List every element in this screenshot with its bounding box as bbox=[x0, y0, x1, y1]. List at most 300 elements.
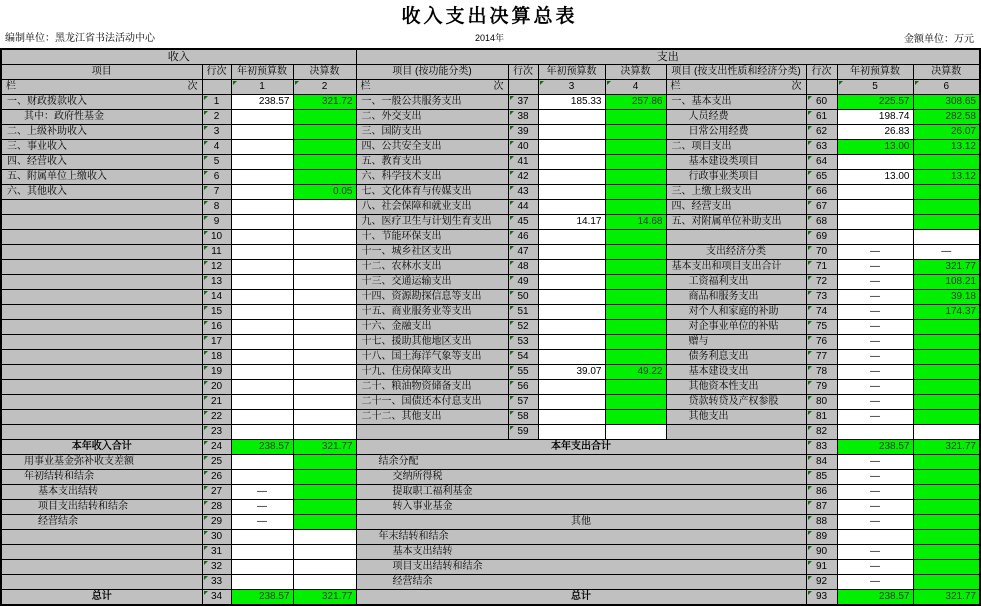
table-row bbox=[1, 455, 980, 470]
expense-econ-item-cell: 日常公用经费 bbox=[666, 125, 806, 140]
expense-bottom-final-cell[interactable] bbox=[913, 545, 980, 560]
expense-econ-budget-cell[interactable] bbox=[837, 200, 913, 215]
expense-bottom-item-cell: 转入事业基金 bbox=[356, 500, 806, 515]
expense-econ-budget-cell[interactable]: — bbox=[837, 260, 913, 275]
table-row bbox=[1, 425, 980, 440]
expense-bottom-final-cell[interactable] bbox=[913, 560, 980, 575]
budget-header: 年初预算数 bbox=[837, 65, 913, 80]
income-final-cell[interactable] bbox=[293, 170, 356, 185]
income-item-cell bbox=[1, 530, 202, 545]
row-no-cell: 86 bbox=[806, 485, 837, 500]
row-no-cell: 80 bbox=[806, 395, 837, 410]
income-final-cell[interactable] bbox=[293, 155, 356, 170]
income-item-cell bbox=[1, 365, 202, 380]
expense-econ-budget-cell[interactable]: — bbox=[837, 245, 913, 260]
income-final-cell[interactable] bbox=[293, 365, 356, 380]
income-final-cell[interactable] bbox=[293, 395, 356, 410]
expense-func-budget-cell[interactable] bbox=[538, 275, 605, 290]
expense-func-item-cell: 二、外交支出 bbox=[356, 110, 508, 125]
income-budget-cell[interactable] bbox=[231, 470, 293, 485]
income-final-cell[interactable] bbox=[293, 200, 356, 215]
income-budget-cell[interactable] bbox=[231, 320, 293, 335]
income-item-cell bbox=[1, 575, 202, 590]
expense-func-item-cell: 七、文化体育与传媒支出 bbox=[356, 185, 508, 200]
section-header-row bbox=[1, 49, 980, 65]
income-budget-cell[interactable] bbox=[231, 290, 293, 305]
expense-bottom-final-cell[interactable] bbox=[913, 575, 980, 590]
income-final-cell[interactable] bbox=[293, 275, 356, 290]
income-final-cell[interactable] bbox=[293, 515, 356, 530]
income-item-cell: 本年收入合计 bbox=[1, 440, 202, 455]
expense-econ-final-cell[interactable] bbox=[913, 155, 980, 170]
expense-econ-final-cell[interactable]: 39.18 bbox=[913, 290, 980, 305]
expense-econ-budget-cell[interactable] bbox=[837, 185, 913, 200]
row-no-cell: 54 bbox=[508, 350, 538, 365]
expense-econ-final-cell[interactable] bbox=[913, 320, 980, 335]
income-budget-cell[interactable] bbox=[231, 545, 293, 560]
income-budget-cell[interactable] bbox=[231, 530, 293, 545]
income-budget-cell[interactable] bbox=[231, 425, 293, 440]
income-budget-cell[interactable]: — bbox=[231, 515, 293, 530]
expense-func-item-cell: 十五、商业服务业等支出 bbox=[356, 305, 508, 320]
expense-bottom-budget-cell[interactable]: — bbox=[837, 455, 913, 470]
expense-econ-final-cell[interactable]: 282.58 bbox=[913, 110, 980, 125]
expense-bottom-budget-cell[interactable]: 238.57 bbox=[837, 590, 913, 606]
expense-econ-budget-cell[interactable]: 13.00 bbox=[837, 170, 913, 185]
expense-func-budget-cell[interactable] bbox=[538, 155, 605, 170]
income-final-cell[interactable] bbox=[293, 545, 356, 560]
income-final-cell[interactable] bbox=[293, 500, 356, 515]
ci-label: 次 bbox=[187, 81, 198, 92]
income-item-cell: 三、事业收入 bbox=[1, 140, 202, 155]
expense-func-final-cell[interactable]: 14.68 bbox=[605, 215, 666, 230]
expense-func-budget-cell[interactable]: 185.33 bbox=[538, 95, 605, 110]
expense-econ-budget-cell[interactable]: — bbox=[837, 275, 913, 290]
expense-econ-item-cell: 人员经费 bbox=[666, 110, 806, 125]
expense-econ-item-cell: 支出经济分类 bbox=[666, 245, 806, 260]
expense-bottom-final-cell[interactable]: 321.77 bbox=[913, 440, 980, 455]
income-section-header: 收入 bbox=[1, 49, 356, 65]
expense-econ-final-cell[interactable] bbox=[913, 365, 980, 380]
expense-econ-item-cell: 基本建设支出 bbox=[666, 365, 806, 380]
expense-econ-budget-cell[interactable]: — bbox=[837, 290, 913, 305]
expense-func-item-cell: 十七、援助其他地区支出 bbox=[356, 335, 508, 350]
row-no-cell: 76 bbox=[806, 335, 837, 350]
expense-func-final-cell[interactable] bbox=[605, 245, 666, 260]
expense-bottom-final-cell[interactable] bbox=[913, 485, 980, 500]
expense-func-final-cell[interactable] bbox=[605, 275, 666, 290]
income-budget-cell[interactable] bbox=[231, 395, 293, 410]
income-final-cell[interactable] bbox=[293, 305, 356, 320]
expense-func-final-cell[interactable] bbox=[605, 260, 666, 275]
expense-func-item-cell: 八、社会保障和就业支出 bbox=[356, 200, 508, 215]
expense-econ-budget-cell[interactable]: — bbox=[837, 395, 913, 410]
row-no-cell: 39 bbox=[508, 125, 538, 140]
income-budget-cell[interactable] bbox=[231, 230, 293, 245]
final-header: 决算数 bbox=[293, 65, 356, 80]
row-no-cell: 18 bbox=[202, 350, 231, 365]
expense-econ-item-header: 项目 (按支出性质和经济分类) bbox=[666, 65, 806, 80]
expense-econ-budget-cell[interactable]: 198.74 bbox=[837, 110, 913, 125]
expense-econ-item-cell: 三、上缴上级支出 bbox=[666, 185, 806, 200]
expense-bottom-budget-cell[interactable]: — bbox=[837, 485, 913, 500]
expense-econ-final-cell[interactable]: 26.07 bbox=[913, 125, 980, 140]
row-no-cell: 46 bbox=[508, 230, 538, 245]
income-final-cell[interactable] bbox=[293, 455, 356, 470]
expense-func-final-cell[interactable] bbox=[605, 125, 666, 140]
col-number-cell: 1 bbox=[231, 80, 293, 95]
income-item-cell bbox=[1, 275, 202, 290]
expense-econ-budget-cell[interactable]: 225.57 bbox=[837, 95, 913, 110]
income-budget-cell[interactable] bbox=[231, 410, 293, 425]
expense-econ-final-cell[interactable] bbox=[913, 380, 980, 395]
blank-cell bbox=[806, 80, 837, 95]
expense-func-item-cell: 六、科学技术支出 bbox=[356, 170, 508, 185]
expense-econ-budget-cell[interactable] bbox=[837, 230, 913, 245]
income-budget-cell[interactable]: 238.57 bbox=[231, 95, 293, 110]
income-item-cell: 项目支出结转和结余 bbox=[1, 500, 202, 515]
expense-func-final-cell[interactable] bbox=[605, 185, 666, 200]
income-item-cell bbox=[1, 305, 202, 320]
income-item-cell: 基本支出结转 bbox=[1, 485, 202, 500]
income-budget-cell[interactable] bbox=[231, 335, 293, 350]
table-row bbox=[1, 275, 980, 290]
expense-func-budget-cell[interactable]: 39.07 bbox=[538, 365, 605, 380]
expense-bottom-final-cell[interactable] bbox=[913, 455, 980, 470]
expense-bottom-budget-cell[interactable]: — bbox=[837, 470, 913, 485]
expense-bottom-item-cell: 结余分配 bbox=[356, 455, 806, 470]
expense-func-item-cell: 三、国防支出 bbox=[356, 125, 508, 140]
expense-bottom-budget-cell[interactable]: — bbox=[837, 575, 913, 590]
expense-func-final-cell[interactable]: 257.86 bbox=[605, 95, 666, 110]
expense-func-budget-cell[interactable] bbox=[538, 230, 605, 245]
income-budget-cell[interactable] bbox=[231, 140, 293, 155]
expense-econ-final-cell[interactable]: 308.65 bbox=[913, 95, 980, 110]
expense-func-final-cell[interactable] bbox=[605, 200, 666, 215]
income-final-cell[interactable] bbox=[293, 410, 356, 425]
expense-func-final-cell[interactable] bbox=[605, 425, 666, 440]
income-final-cell[interactable] bbox=[293, 560, 356, 575]
income-final-cell[interactable] bbox=[293, 230, 356, 245]
income-item-cell: 四、经营收入 bbox=[1, 155, 202, 170]
row-no-cell: 5 bbox=[202, 155, 231, 170]
income-budget-cell[interactable] bbox=[231, 260, 293, 275]
expense-func-item-cell: 一、一般公共服务支出 bbox=[356, 95, 508, 110]
income-item-cell: 一、财政拨款收入 bbox=[1, 95, 202, 110]
expense-func-budget-cell[interactable] bbox=[538, 200, 605, 215]
expense-bottom-final-cell[interactable]: 321.77 bbox=[913, 590, 980, 606]
lan-label: 栏 bbox=[6, 81, 16, 92]
income-final-cell[interactable] bbox=[293, 140, 356, 155]
income-budget-cell[interactable]: — bbox=[231, 485, 293, 500]
expense-econ-budget-cell[interactable] bbox=[837, 215, 913, 230]
expense-func-final-cell[interactable] bbox=[605, 290, 666, 305]
income-final-cell[interactable] bbox=[293, 260, 356, 275]
lanci-cell bbox=[356, 80, 508, 95]
expense-econ-budget-cell[interactable] bbox=[837, 425, 913, 440]
expense-econ-item-cell: 债务利息支出 bbox=[666, 350, 806, 365]
expense-func-budget-cell[interactable] bbox=[538, 320, 605, 335]
income-final-cell[interactable] bbox=[293, 110, 356, 125]
row-no-cell: 91 bbox=[806, 560, 837, 575]
expense-econ-item-cell: 五、对附属单位补助支出 bbox=[666, 215, 806, 230]
expense-bottom-item-cell: 本年支出合计 bbox=[356, 440, 806, 455]
expense-bottom-budget-cell[interactable]: — bbox=[837, 500, 913, 515]
expense-func-budget-cell[interactable] bbox=[538, 110, 605, 125]
expense-func-budget-cell[interactable] bbox=[538, 290, 605, 305]
income-final-cell[interactable] bbox=[293, 215, 356, 230]
lan-label: 栏 bbox=[670, 81, 681, 92]
expense-econ-budget-cell[interactable]: — bbox=[837, 410, 913, 425]
row-no-cell: 38 bbox=[508, 110, 538, 125]
col-number-cell: 6 bbox=[913, 80, 980, 95]
income-final-cell[interactable] bbox=[293, 320, 356, 335]
expense-func-final-cell[interactable] bbox=[605, 230, 666, 245]
row-no-cell: 57 bbox=[508, 395, 538, 410]
expense-bottom-item-cell: 年末结转和结余 bbox=[356, 530, 806, 545]
income-budget-cell[interactable] bbox=[231, 350, 293, 365]
income-budget-cell[interactable] bbox=[231, 365, 293, 380]
row-no-cell: 68 bbox=[806, 215, 837, 230]
income-budget-cell[interactable] bbox=[231, 125, 293, 140]
income-budget-cell[interactable]: 238.57 bbox=[231, 590, 293, 606]
row-no-cell: 14 bbox=[202, 290, 231, 305]
expense-func-final-cell[interactable] bbox=[605, 305, 666, 320]
expense-func-budget-cell[interactable] bbox=[538, 305, 605, 320]
row-no-cell: 19 bbox=[202, 365, 231, 380]
amount-unit-label: 金额单位：万元 bbox=[904, 34, 974, 45]
table-row bbox=[1, 245, 980, 260]
income-final-cell[interactable] bbox=[293, 350, 356, 365]
row-no-cell: 52 bbox=[508, 320, 538, 335]
income-final-cell[interactable]: 321.72 bbox=[293, 95, 356, 110]
row-no-cell: 93 bbox=[806, 590, 837, 606]
expense-func-item-cell: 九、医疗卫生与计划生育支出 bbox=[356, 215, 508, 230]
expense-func-final-cell[interactable]: 49.22 bbox=[605, 365, 666, 380]
income-item-cell bbox=[1, 350, 202, 365]
expense-bottom-budget-cell[interactable]: 238.57 bbox=[837, 440, 913, 455]
income-final-cell[interactable] bbox=[293, 290, 356, 305]
expense-econ-final-cell[interactable] bbox=[913, 215, 980, 230]
page-title: 收入支出决算总表 bbox=[401, 6, 578, 27]
income-final-cell[interactable] bbox=[293, 380, 356, 395]
table-row bbox=[1, 365, 980, 380]
expense-func-final-cell[interactable] bbox=[605, 395, 666, 410]
income-budget-cell[interactable] bbox=[231, 170, 293, 185]
expense-econ-budget-cell[interactable]: 26.83 bbox=[837, 125, 913, 140]
income-budget-cell[interactable] bbox=[231, 575, 293, 590]
expense-econ-budget-cell[interactable]: — bbox=[837, 350, 913, 365]
row-no-cell: 49 bbox=[508, 275, 538, 290]
row-no-cell: 60 bbox=[806, 95, 837, 110]
income-budget-cell[interactable] bbox=[231, 245, 293, 260]
expense-econ-final-cell[interactable]: 13.12 bbox=[913, 140, 980, 155]
expense-econ-final-cell[interactable] bbox=[913, 200, 980, 215]
income-final-cell[interactable] bbox=[293, 530, 356, 545]
expense-func-budget-cell[interactable] bbox=[538, 170, 605, 185]
income-item-cell: 用事业基金弥补收支差额 bbox=[1, 455, 202, 470]
income-budget-cell[interactable]: — bbox=[231, 500, 293, 515]
row-no-cell: 74 bbox=[806, 305, 837, 320]
row-no-cell: 34 bbox=[202, 590, 231, 606]
income-budget-cell[interactable] bbox=[231, 110, 293, 125]
expense-bottom-final-cell[interactable] bbox=[913, 530, 980, 545]
expense-econ-budget-cell[interactable] bbox=[837, 155, 913, 170]
expense-func-budget-cell[interactable] bbox=[538, 380, 605, 395]
income-item-cell bbox=[1, 230, 202, 245]
expense-econ-final-cell[interactable] bbox=[913, 425, 980, 440]
final-header: 决算数 bbox=[605, 65, 666, 80]
expense-func-budget-cell[interactable] bbox=[538, 125, 605, 140]
row-no-cell: 66 bbox=[806, 185, 837, 200]
expense-func-final-cell[interactable] bbox=[605, 140, 666, 155]
budget-header: 年初预算数 bbox=[231, 65, 293, 80]
expense-func-item-cell: 二十一、国债还本付息支出 bbox=[356, 395, 508, 410]
income-item-cell: 经营结余 bbox=[1, 515, 202, 530]
expense-bottom-budget-cell[interactable]: — bbox=[837, 515, 913, 530]
expense-econ-final-cell[interactable] bbox=[913, 350, 980, 365]
income-final-cell[interactable]: 321.77 bbox=[293, 590, 356, 606]
expense-econ-budget-cell[interactable]: — bbox=[837, 305, 913, 320]
expense-bottom-budget-cell[interactable] bbox=[837, 530, 913, 545]
row-no-cell: 69 bbox=[806, 230, 837, 245]
expense-econ-budget-cell[interactable]: 13.00 bbox=[837, 140, 913, 155]
income-final-cell[interactable]: 321.77 bbox=[293, 440, 356, 455]
income-final-cell[interactable] bbox=[293, 485, 356, 500]
income-item-cell: 其中：政府性基金 bbox=[1, 110, 202, 125]
expense-bottom-final-cell[interactable] bbox=[913, 500, 980, 515]
expense-func-final-cell[interactable] bbox=[605, 350, 666, 365]
expense-econ-budget-cell[interactable]: — bbox=[837, 320, 913, 335]
expense-bottom-item-cell: 项目支出结转和结余 bbox=[356, 560, 806, 575]
income-budget-cell[interactable] bbox=[231, 185, 293, 200]
expense-bottom-budget-cell[interactable]: — bbox=[837, 560, 913, 575]
expense-func-budget-cell[interactable]: 14.17 bbox=[538, 215, 605, 230]
income-final-cell[interactable] bbox=[293, 470, 356, 485]
expense-econ-final-cell[interactable]: 13.12 bbox=[913, 170, 980, 185]
table-row bbox=[1, 140, 980, 155]
expense-func-final-cell[interactable] bbox=[605, 155, 666, 170]
income-budget-cell[interactable] bbox=[231, 275, 293, 290]
budget-header: 年初预算数 bbox=[538, 65, 605, 80]
income-final-cell[interactable] bbox=[293, 425, 356, 440]
expense-econ-item-cell: 四、经营支出 bbox=[666, 200, 806, 215]
row-no-cell: 21 bbox=[202, 395, 231, 410]
expense-bottom-final-cell[interactable] bbox=[913, 515, 980, 530]
expense-econ-final-cell[interactable] bbox=[913, 410, 980, 425]
expense-econ-budget-cell[interactable]: — bbox=[837, 380, 913, 395]
expense-bottom-item-cell: 经营结余 bbox=[356, 575, 806, 590]
income-final-cell[interactable] bbox=[293, 575, 356, 590]
table-row bbox=[1, 185, 980, 200]
income-budget-cell[interactable] bbox=[231, 560, 293, 575]
expense-func-final-cell[interactable] bbox=[605, 110, 666, 125]
expense-func-budget-cell[interactable] bbox=[538, 395, 605, 410]
income-budget-cell[interactable]: 238.57 bbox=[231, 440, 293, 455]
table-row bbox=[1, 155, 980, 170]
expense-func-budget-cell[interactable] bbox=[538, 260, 605, 275]
expense-bottom-item-cell: 总计 bbox=[356, 590, 806, 606]
table-row bbox=[1, 440, 980, 455]
row-no-cell: 28 bbox=[202, 500, 231, 515]
income-budget-cell[interactable] bbox=[231, 155, 293, 170]
table-row bbox=[1, 335, 980, 350]
table-row bbox=[1, 500, 980, 515]
row-no-cell: 51 bbox=[508, 305, 538, 320]
income-budget-cell[interactable] bbox=[231, 455, 293, 470]
income-final-cell[interactable] bbox=[293, 245, 356, 260]
row-no-cell: 71 bbox=[806, 260, 837, 275]
expense-func-final-cell[interactable] bbox=[605, 320, 666, 335]
income-item-cell bbox=[1, 290, 202, 305]
row-no-cell: 64 bbox=[806, 155, 837, 170]
income-budget-cell[interactable] bbox=[231, 380, 293, 395]
expense-econ-final-cell[interactable] bbox=[913, 230, 980, 245]
expense-econ-budget-cell[interactable]: — bbox=[837, 365, 913, 380]
expense-func-budget-cell[interactable] bbox=[538, 140, 605, 155]
expense-func-budget-cell[interactable] bbox=[538, 350, 605, 365]
income-item-cell bbox=[1, 320, 202, 335]
income-item-cell: 年初结转和结余 bbox=[1, 470, 202, 485]
table-row bbox=[1, 320, 980, 335]
expense-econ-final-cell[interactable]: 321.77 bbox=[913, 260, 980, 275]
expense-func-final-cell[interactable] bbox=[605, 335, 666, 350]
expense-econ-final-cell[interactable]: 174.37 bbox=[913, 305, 980, 320]
income-budget-cell[interactable] bbox=[231, 215, 293, 230]
expense-bottom-final-cell[interactable] bbox=[913, 470, 980, 485]
expense-bottom-budget-cell[interactable]: — bbox=[837, 545, 913, 560]
col-number-cell: 3 bbox=[538, 80, 605, 95]
expense-func-budget-cell[interactable] bbox=[538, 335, 605, 350]
expense-econ-final-cell[interactable]: — bbox=[913, 245, 980, 260]
expense-func-budget-cell[interactable] bbox=[538, 245, 605, 260]
row-no-cell: 55 bbox=[508, 365, 538, 380]
income-budget-cell[interactable] bbox=[231, 200, 293, 215]
expense-func-final-cell[interactable] bbox=[605, 170, 666, 185]
expense-econ-final-cell[interactable] bbox=[913, 395, 980, 410]
income-final-cell[interactable] bbox=[293, 335, 356, 350]
expense-func-item-cell: 二十、粮油物资储备支出 bbox=[356, 380, 508, 395]
expense-econ-item-cell: 赠与 bbox=[666, 335, 806, 350]
income-budget-cell[interactable] bbox=[231, 305, 293, 320]
row-no-cell: 8 bbox=[202, 200, 231, 215]
expense-func-item-cell: 十二、农林水支出 bbox=[356, 260, 508, 275]
expense-econ-final-cell[interactable] bbox=[913, 335, 980, 350]
col-number-cell: 4 bbox=[605, 80, 666, 95]
expense-econ-budget-cell[interactable]: — bbox=[837, 335, 913, 350]
expense-func-budget-cell[interactable] bbox=[538, 185, 605, 200]
row-no-cell: 30 bbox=[202, 530, 231, 545]
expense-func-budget-cell[interactable] bbox=[538, 425, 605, 440]
income-item-cell: 六、其他收入 bbox=[1, 185, 202, 200]
income-final-cell[interactable] bbox=[293, 125, 356, 140]
expense-func-final-cell[interactable] bbox=[605, 380, 666, 395]
row-no-cell: 79 bbox=[806, 380, 837, 395]
row-no-cell: 82 bbox=[806, 425, 837, 440]
row-no-cell: 85 bbox=[806, 470, 837, 485]
table-row bbox=[1, 410, 980, 425]
column-header-row bbox=[1, 65, 980, 80]
expense-econ-item-cell: 对企事业单位的补贴 bbox=[666, 320, 806, 335]
expense-func-final-cell[interactable] bbox=[605, 410, 666, 425]
income-item-cell bbox=[1, 335, 202, 350]
income-final-cell[interactable]: 0.05 bbox=[293, 185, 356, 200]
expense-func-budget-cell[interactable] bbox=[538, 410, 605, 425]
expense-econ-final-cell[interactable]: 108.21 bbox=[913, 275, 980, 290]
ci-label: 次 bbox=[493, 81, 504, 92]
income-item-cell bbox=[1, 395, 202, 410]
expense-econ-final-cell[interactable] bbox=[913, 185, 980, 200]
